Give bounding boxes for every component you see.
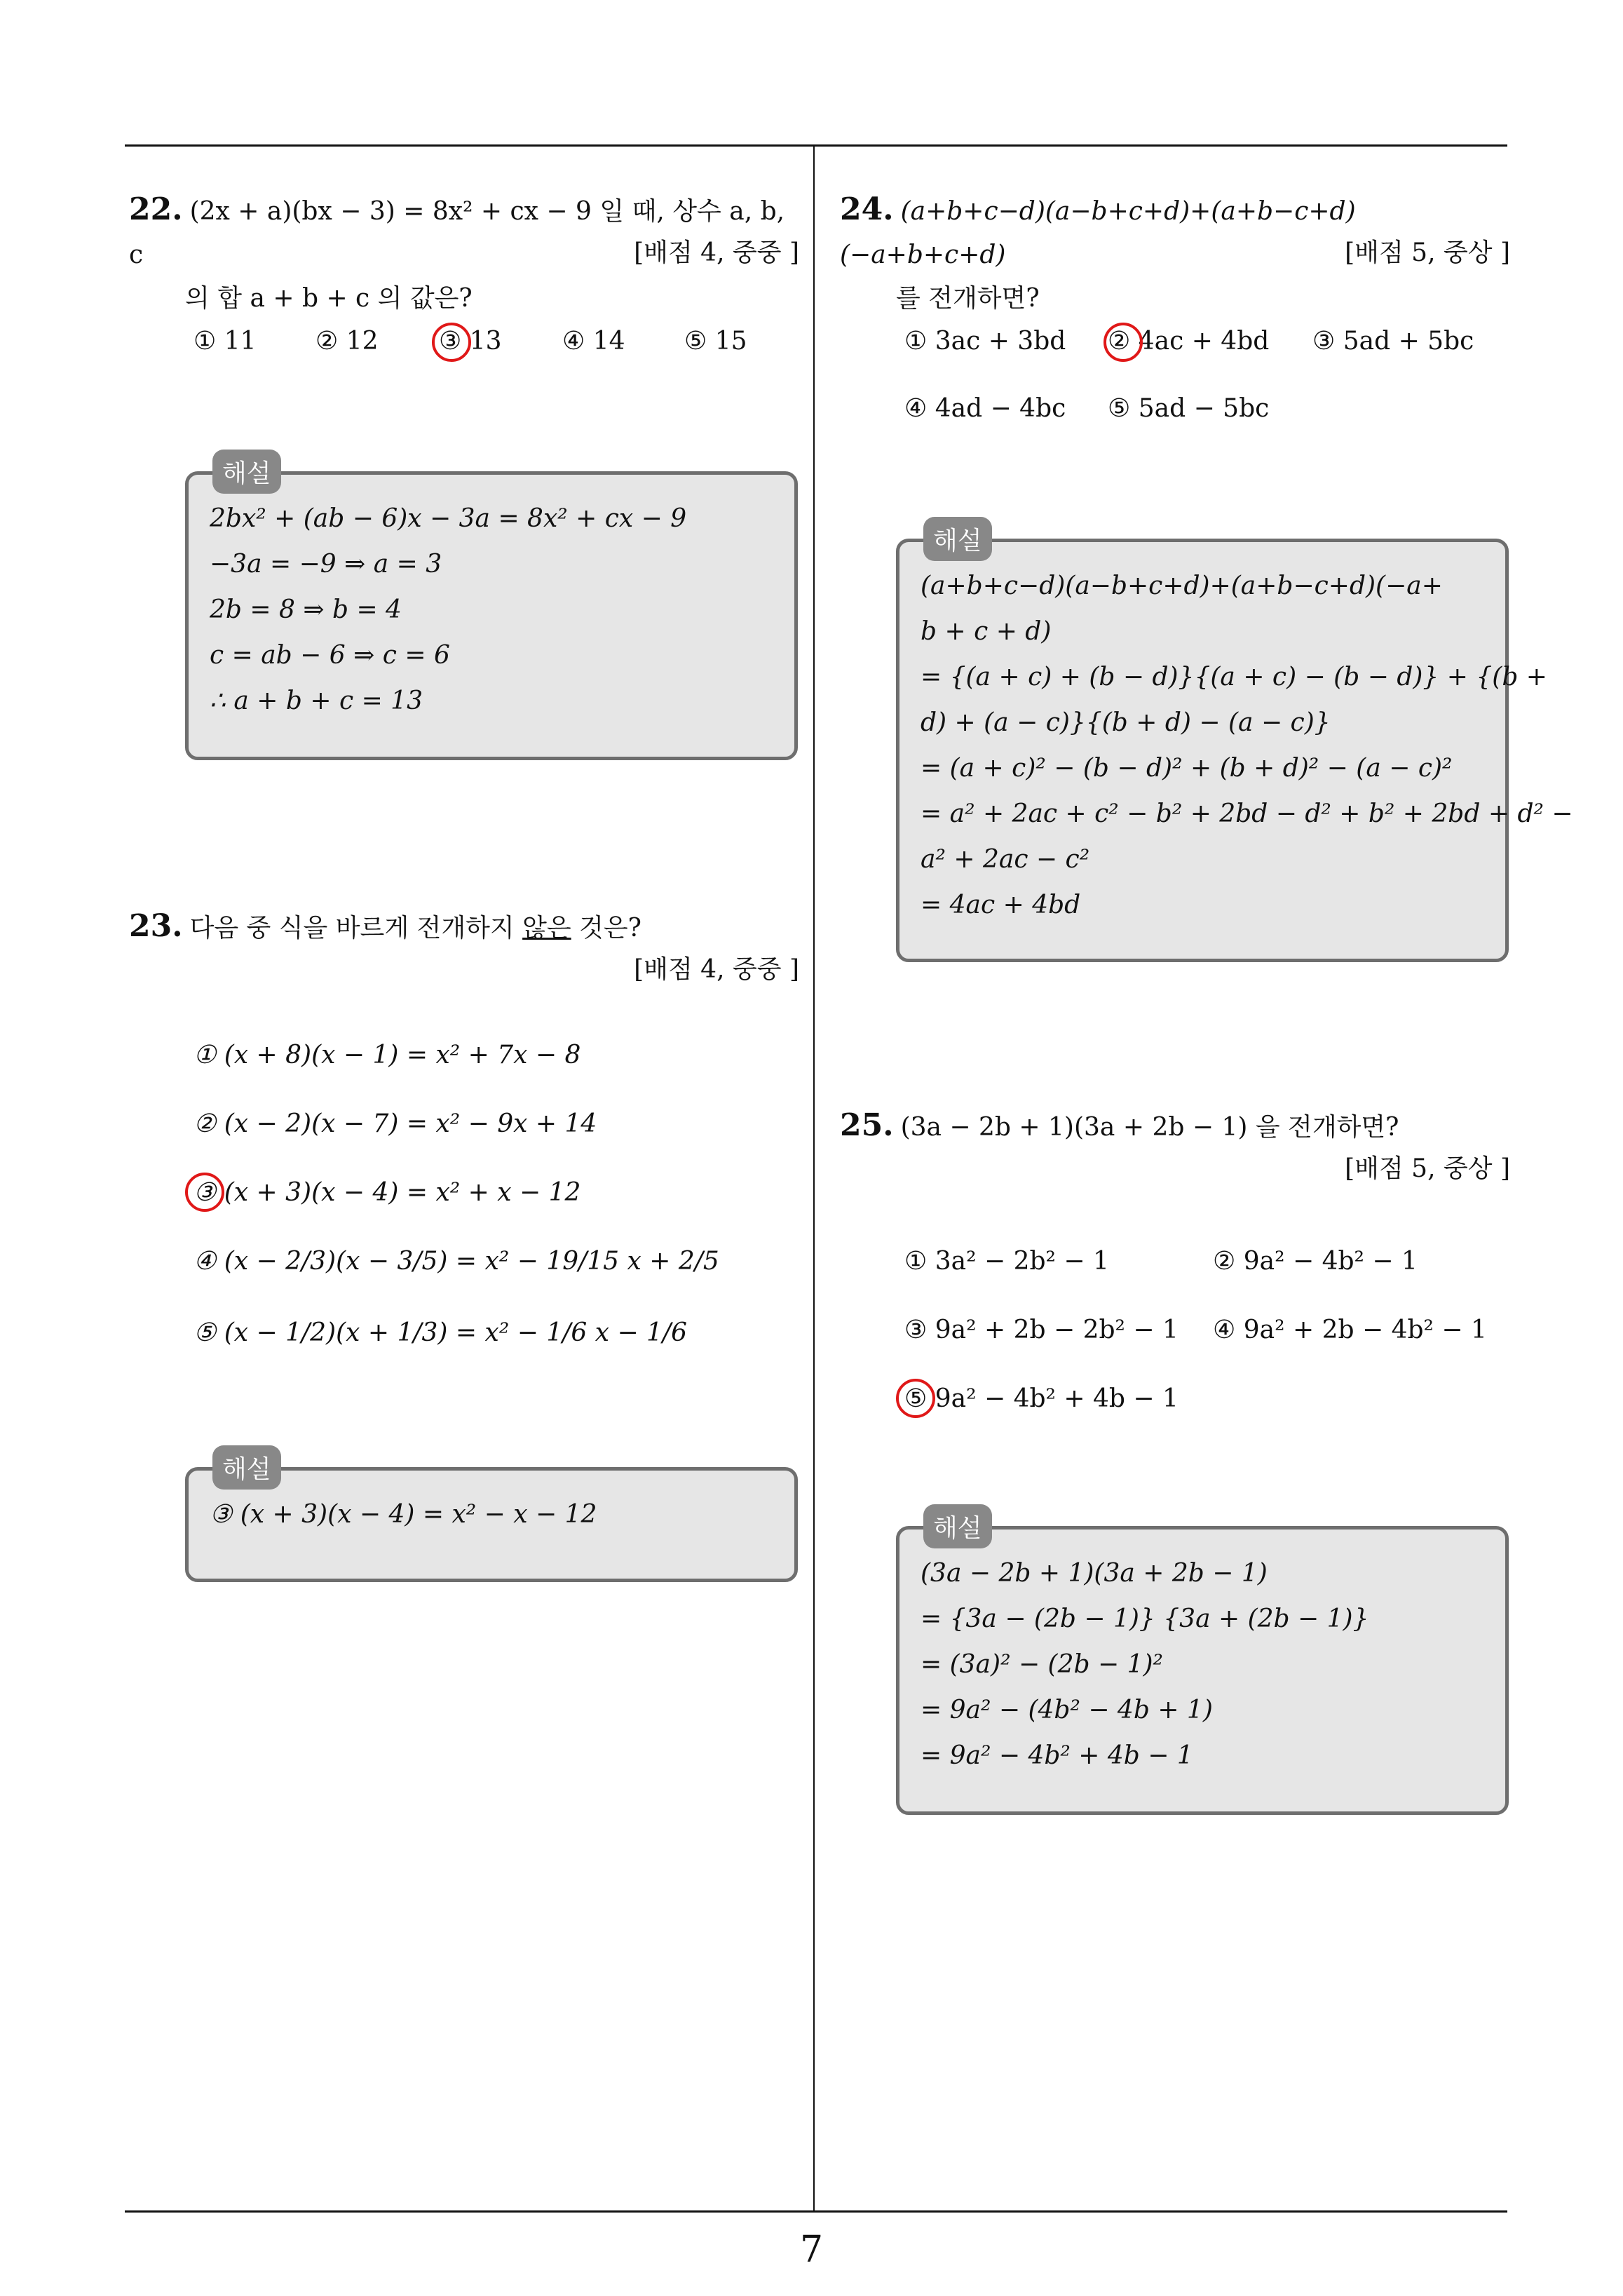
score-label: [배점 5, 중상 ]: [1345, 1154, 1510, 1183]
top-rule: [125, 144, 1507, 147]
question-number: 22.: [129, 191, 183, 227]
answer-mark-circle: [1103, 323, 1143, 362]
solution-line: = {(a + c) + (b − d)}{(a + c) − (b − d)} + {(b +: [921, 663, 1547, 691]
column-divider: [813, 146, 815, 2211]
question-24: [840, 188, 1510, 320]
solution-line: = a² + 2ac + c² − b² + 2bd − d² + b² + 2bd + d² −: [921, 799, 1573, 828]
solution-body: [921, 563, 1573, 928]
question-text-end: 것은?: [571, 914, 641, 943]
solution-box-24: [896, 527, 1573, 962]
option-4[interactable]: ④ 4ad − 4bc: [904, 394, 1066, 423]
option-2[interactable]: ② 4ac + 4bd: [1108, 327, 1270, 356]
solution-body: [210, 496, 776, 724]
question-22: [129, 188, 799, 320]
solution-line: a² + 2ac − c²: [921, 845, 1090, 874]
option-5[interactable]: ⑤ (x − 1/2)(x + 1/3) = x² − 1/6 x − 1/6: [193, 1318, 687, 1347]
solution-tag: 해설: [212, 1445, 281, 1490]
option-5[interactable]: ⑤ 9a² − 4b² + 4b − 1: [904, 1384, 1179, 1413]
option-4[interactable]: ④ (x − 2/3)(x − 3/5) = x² − 19/15 x + 2/5: [193, 1247, 719, 1276]
question-23: [129, 905, 799, 984]
solution-line: = 4ac + 4bd: [921, 891, 1081, 919]
score-label: [배점 4, 중중 ]: [634, 238, 799, 267]
solution-line: ∴ a + b + c = 13: [210, 687, 423, 715]
question-text: (a+b+c−d)(a−b+c+d)+(a+b−c+d)(−a+b+c+d): [840, 197, 1356, 269]
option-2[interactable]: ② 12: [315, 327, 379, 356]
question-text-underlined: 않은: [522, 914, 571, 943]
option-1[interactable]: ① 3ac + 3bd: [904, 327, 1066, 356]
option-1[interactable]: ① 3a² − 2b² − 1: [904, 1247, 1109, 1276]
solution-tag: 해설: [212, 450, 281, 494]
answer-mark-circle: [896, 1379, 935, 1418]
option-3[interactable]: ③ 9a² + 2b − 2b² − 1: [904, 1316, 1179, 1344]
solution-body: [921, 1551, 1487, 1778]
solution-line: 2b = 8 ⇒ b = 4: [210, 595, 402, 624]
score-label: [배점 5, 중상 ]: [1345, 238, 1510, 267]
question-text: 다음 중 식을 바르게 전개하지: [189, 914, 523, 943]
solution-box-25: [896, 1514, 1509, 1815]
question-text-cont: 의 합 a + b + c 의 값은?: [185, 284, 473, 313]
option-1[interactable]: ① 11: [193, 327, 257, 356]
solution-line: = (3a)² − (2b − 1)²: [921, 1650, 1163, 1679]
answer-mark-circle: [185, 1173, 224, 1212]
option-3[interactable]: ③ (x + 3)(x − 4) = x² + x − 12: [193, 1178, 581, 1207]
option-3[interactable]: ③ 5ad + 5bc: [1312, 327, 1474, 356]
solution-line: 2bx² + (ab − 6)x − 3a = 8x² + cx − 9: [210, 504, 687, 533]
solution-line: b + c + d): [921, 617, 1052, 646]
option-3[interactable]: ③ 13: [439, 327, 502, 356]
page-number: 7: [799, 2229, 824, 2271]
solution-tag: 해설: [923, 517, 992, 561]
solution-line: (3a − 2b + 1)(3a + 2b − 1): [921, 1559, 1268, 1588]
question-text-cont: 를 전개하면?: [896, 284, 1040, 313]
question-number: 25.: [840, 1107, 894, 1143]
question-number: 24.: [840, 191, 894, 227]
question-number: 23.: [129, 908, 183, 944]
option-2[interactable]: ② (x − 2)(x − 7) = x² − 9x + 14: [193, 1109, 597, 1138]
solution-box-23: [185, 1455, 798, 1582]
solution-line: = {3a − (2b − 1)} {3a + (2b − 1)}: [921, 1605, 1369, 1633]
solution-line: = 9a² − 4b² + 4b − 1: [921, 1741, 1193, 1770]
bottom-rule: [125, 2210, 1507, 2213]
score-label: [배점 4, 중중 ]: [634, 955, 799, 984]
solution-line: ③ (x + 3)(x − 4) = x² − x − 12: [210, 1500, 597, 1529]
option-4[interactable]: ④ 9a² + 2b − 4b² − 1: [1213, 1316, 1487, 1344]
solution-body: [210, 1492, 776, 1537]
option-5[interactable]: ⑤ 15: [684, 327, 747, 356]
solution-line: −3a = −9 ⇒ a = 3: [210, 550, 442, 579]
solution-line: c = ab − 6 ⇒ c = 6: [210, 641, 450, 670]
question-text: (2x + a)(bx − 3) = 8x² + cx − 9 일 때, 상수 a, b, c: [129, 197, 785, 269]
solution-tag: 해설: [923, 1504, 992, 1548]
question-25: [840, 1104, 1510, 1183]
option-5[interactable]: ⑤ 5ad − 5bc: [1108, 394, 1270, 423]
solution-line: d) + (a − c)}{(b + d) − (a − c)}: [921, 708, 1331, 737]
solution-box-22: [185, 459, 798, 760]
option-1[interactable]: ① (x + 8)(x − 1) = x² + 7x − 8: [193, 1041, 581, 1069]
solution-line: (a+b+c−d)(a−b+c+d)+(a+b−c+d)(−a+: [921, 572, 1443, 600]
solution-line: = 9a² − (4b² − 4b + 1): [921, 1696, 1213, 1724]
option-4[interactable]: ④ 14: [562, 327, 625, 356]
answer-mark-circle: [432, 323, 471, 362]
option-2[interactable]: ② 9a² − 4b² − 1: [1213, 1247, 1418, 1276]
question-text: (3a − 2b + 1)(3a + 2b − 1) 을 전개하면?: [900, 1113, 1399, 1142]
solution-line: = (a + c)² − (b − d)² + (b + d)² − (a − c)²: [921, 754, 1453, 783]
